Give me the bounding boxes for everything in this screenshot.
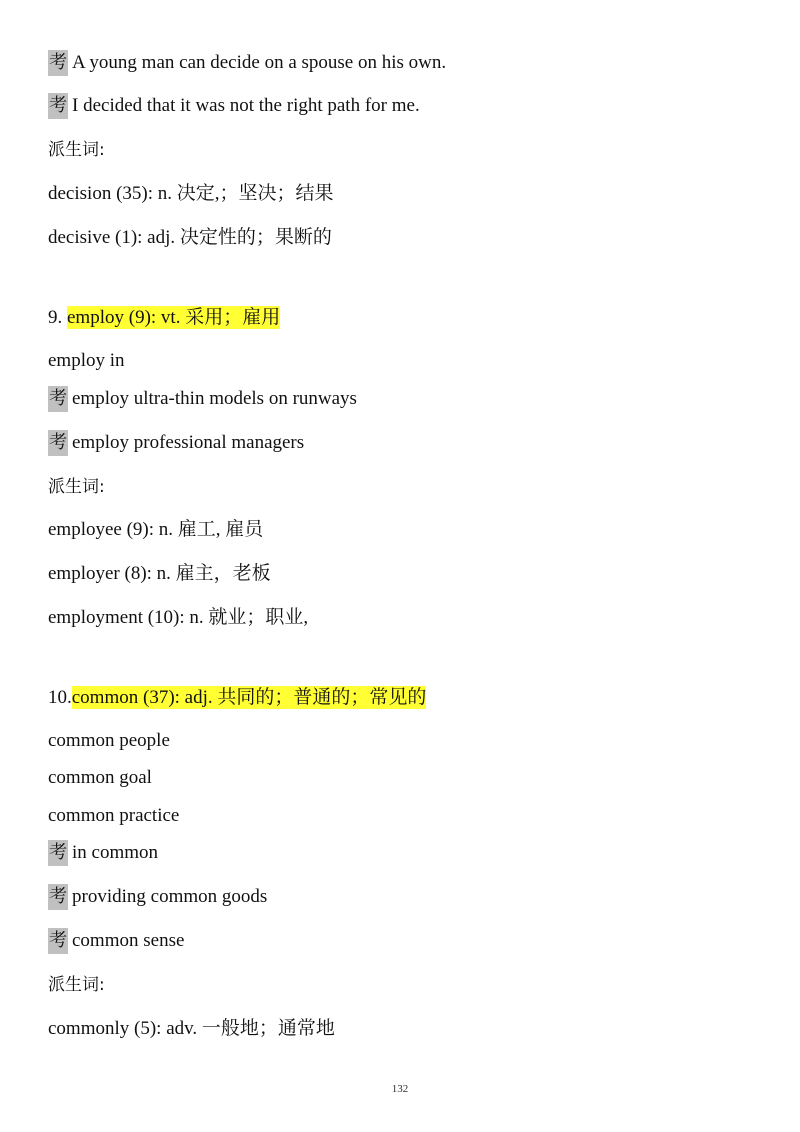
derivative-line bbox=[48, 561, 271, 587]
line-text: common people bbox=[48, 730, 170, 751]
example-line bbox=[48, 884, 267, 910]
line-text: employ professional managers bbox=[72, 432, 305, 453]
collocation-line bbox=[48, 765, 152, 791]
derivative-line bbox=[48, 605, 308, 631]
derivative-line bbox=[48, 1016, 335, 1042]
line-text: decision (35): n. 决定,；坚决；结果 bbox=[48, 183, 334, 204]
derivative-line bbox=[48, 517, 263, 543]
derivative-line bbox=[48, 225, 332, 251]
line-text: I decided that it was not the right path for me. bbox=[72, 95, 420, 116]
line-text: employer (8): n. 雇主，老板 bbox=[48, 563, 271, 584]
line-text: A young man can decide on a spouse on his own. bbox=[72, 52, 447, 73]
example-line bbox=[48, 928, 184, 954]
line-text: 派生词: bbox=[48, 477, 105, 497]
collocation-line bbox=[48, 803, 179, 829]
line-text: in common bbox=[72, 842, 159, 863]
kao-marker: 考 bbox=[48, 840, 68, 866]
line-text: common goal bbox=[48, 767, 152, 788]
kao-marker: 考 bbox=[48, 430, 68, 456]
kao-marker: 考 bbox=[48, 93, 68, 119]
example-line bbox=[48, 840, 158, 866]
line-text: 派生词: bbox=[48, 975, 105, 995]
kao-marker: 考 bbox=[48, 884, 68, 910]
entry-number: 10. bbox=[48, 687, 72, 708]
page-number: 132 bbox=[391, 1083, 409, 1095]
kao-marker: 考 bbox=[48, 928, 68, 954]
collocation-line bbox=[48, 728, 170, 754]
line-text: decisive (1): adj. 决定性的；果断的 bbox=[48, 227, 332, 248]
example-line bbox=[48, 50, 446, 76]
entry-heading bbox=[48, 685, 426, 711]
kao-marker: 考 bbox=[48, 386, 68, 412]
entry-heading bbox=[48, 305, 280, 331]
derivatives-heading bbox=[48, 474, 105, 500]
derivative-line bbox=[48, 181, 334, 207]
collocation-line bbox=[48, 348, 125, 374]
line-text: common practice bbox=[48, 805, 180, 826]
line-text: employment (10): n. 就业；职业, bbox=[48, 607, 309, 628]
line-text: 派生词: bbox=[48, 140, 105, 160]
line-text: employ in bbox=[48, 350, 125, 371]
kao-marker: 考 bbox=[48, 50, 68, 76]
entry-headword-highlight: employ (9): vt. 采用；雇用 bbox=[67, 307, 281, 328]
line-text: employ ultra-thin models on runways bbox=[72, 388, 357, 409]
line-text: employee (9): n. 雇工, 雇员 bbox=[48, 519, 264, 540]
derivatives-heading bbox=[48, 972, 105, 998]
example-line bbox=[48, 386, 357, 412]
example-line bbox=[48, 93, 420, 119]
line-text: providing common goods bbox=[72, 886, 268, 907]
line-text: common sense bbox=[72, 930, 185, 951]
entry-headword-highlight: common (37): adj. 共同的；普通的；常见的 bbox=[71, 687, 427, 708]
entry-number: 9. bbox=[48, 307, 67, 328]
example-line bbox=[48, 430, 304, 456]
line-text: commonly (5): adv. 一般地；通常地 bbox=[48, 1018, 335, 1039]
derivatives-heading bbox=[48, 137, 105, 163]
